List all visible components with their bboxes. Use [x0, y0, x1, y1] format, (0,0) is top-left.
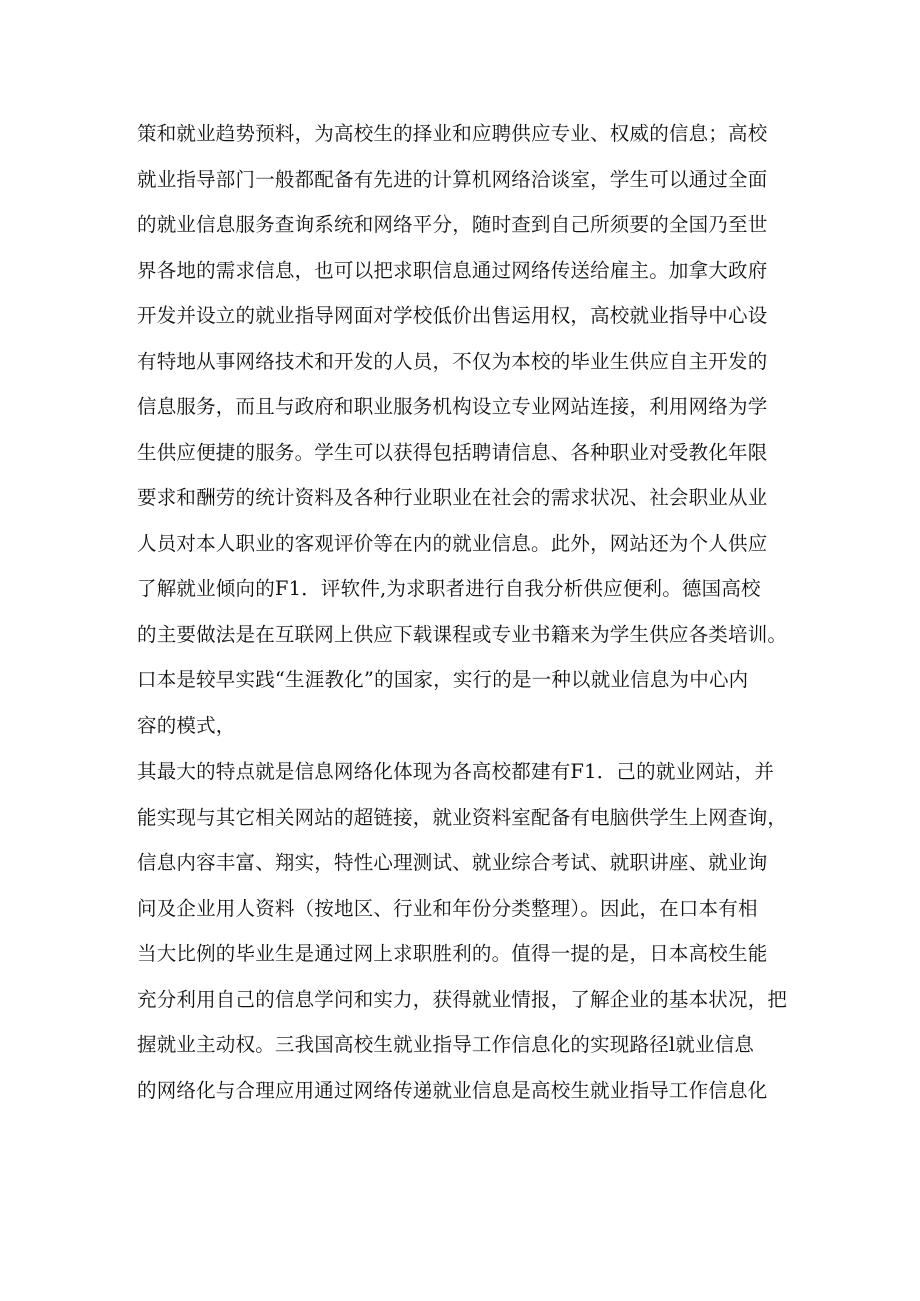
text-line: 能实现与其它相关网站的超链接，就业资料室配备有电脑供学生上网查询， [137, 805, 788, 829]
text-line: 充分利用自己的信息学问和实力，获得就业情报，了解企业的基本状况，把 [137, 987, 788, 1011]
text-line: 了解就业倾向的F1．评软件,为求职者进行自我分析供应便利。德国高校 [137, 577, 761, 600]
text-line: 的就业信息服务查询系统和网络平分，随时查到自己所须要的全国乃至世 [137, 213, 768, 236]
text-line: 口本是较早实践“生涯教化”的国家，实行的是一种以就业信息为中心内 [137, 668, 749, 691]
text-line: 人员对本人职业的客观评价等在内的就业信息。此外，网站还为个人供应 [137, 531, 768, 555]
text-line: 信息服务，而且与政府和职业服务机构设立专业网站连接，利用网络为学 [137, 395, 768, 418]
text-line: 开发并设立的就业指导网面对学校低价出售运用权，高校就业指导中心设 [137, 304, 768, 327]
text-line: 信息内容丰富、翔实，特性心理测试、就业综合考试、就职讲座、就业询 [137, 851, 768, 874]
text-line: 容的模式， [137, 713, 236, 737]
text-line: 当大比例的毕业生是通过网上求职胜利的。值得一提的是，日本高校生能 [137, 942, 768, 965]
text-line: 有特地从事网络技术和开发的人员，不仅为本校的毕业生供应自主开发的 [137, 349, 768, 373]
text-line: 生供应便捷的服务。学生可以获得包括聘请信息、各种职业对受教化年限 [137, 440, 768, 464]
text-line: 握就业主动权。三我国高校生就业指导工作信息化的实现路径l就业信息 [137, 1033, 755, 1056]
text-line: 其最大的特点就是信息网络化体现为各高校都建有F1．己的就业网站，并 [137, 760, 775, 783]
text-line: 的主要做法是在互联网上供应下载课程或专业书籍来为学生供应各类培训。 [137, 622, 788, 646]
text-line: 问及企业用人资料（按地区、行业和年份分类整理）。因此，在口本有相 [137, 896, 758, 920]
text-line: 的网络化与合理应用通过网络传递就业信息是高校生就业指导工作信息化 [137, 1078, 768, 1102]
text-line: 就业指导部门一般都配备有先进的计算机网络洽谈室，学生可以通过全面 [137, 167, 768, 191]
text-line: 策和就业趋势预料，为高校生的择业和应聘供应专业、权威的信息；高校 [137, 122, 768, 145]
text-line: 要求和酬劳的统计资料及各种行业职业在社会的需求状况、社会职业从业 [137, 486, 768, 509]
text-line: 界各地的需求信息，也可以把求职信息通过网络传送给雇主。加拿大政府 [137, 258, 768, 282]
